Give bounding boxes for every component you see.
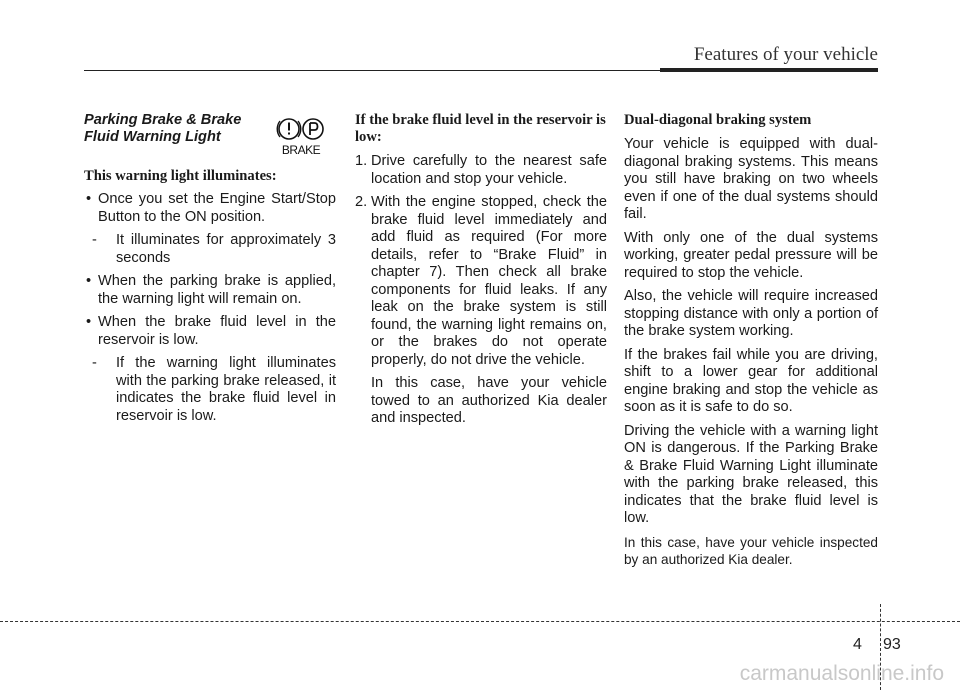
sub-item-text: It illuminates for approximately 3 seconds — [116, 232, 336, 266]
step-text: With the engine stopped, check the brake fluid level immediately and add fluid as required (For more details, refer to “Brake Fluid” in chapter 7). Then check all brake components for fluid leaks. If any leak on the brake system is still found, the warning light remains on, or the brakes do not operate properly, do not drive the vehicle. — [371, 194, 607, 368]
brake-icon-label: BRAKE — [281, 143, 321, 157]
paragraph: With only one of the dual systems working, greater pedal pressure will be required to stop the vehicle. — [624, 229, 878, 281]
footer-rule — [0, 621, 960, 622]
column-dual-diagonal — [624, 112, 878, 575]
bullet-item: • When the brake fluid level in the reservoir is low. — [84, 314, 336, 349]
step-text: Drive carefully to the nearest safe location and stop your vehicle. — [371, 153, 607, 187]
numbered-step — [355, 194, 607, 369]
section-heading: Dual-diagonal braking system — [624, 112, 812, 128]
section-heading-line2: Fluid Warning Light — [84, 129, 221, 145]
bullet-item: • Once you set the Engine Start/Stop Button to the ON position. — [84, 191, 336, 226]
intro-text: This warning light illuminates: — [84, 168, 277, 184]
step-number: 2. — [355, 194, 368, 210]
column-low-fluid — [355, 112, 607, 434]
paragraph: Driving the vehicle with a warning light ON is dangerous. If the Parking Brake & Brake Fluid Warning Light illuminate with the parking brake released, this indicates that the brake fluid level is low. — [624, 422, 878, 526]
step-number: 1. — [355, 153, 368, 169]
sub-item-text: If the warning light illuminates with the parking brake released, it indicates the brake fluid level in reservoir is low. — [116, 355, 336, 424]
paragraph: Your vehicle is equipped with dual-diagonal braking systems. This means you still have braking on two wheels even if one of the dual systems should fail. — [624, 136, 878, 222]
bullet-item: • When the parking brake is applied, the warning light will remain on. — [84, 273, 336, 308]
section-heading: If the brake fluid level in the reservoir is low: — [355, 112, 606, 145]
paragraph: If the brakes fail while you are driving, shift to a lower gear for additional engine braking and stop the vehicle as soon as it is safe to do so. — [624, 346, 878, 415]
header-rule — [84, 70, 660, 71]
numbered-step — [355, 153, 607, 188]
header-title: Features of your vehicle — [693, 44, 878, 65]
watermark: carmanualsonline.info — [739, 662, 944, 685]
brake-warning-icon — [267, 112, 335, 160]
dash-marker: - — [92, 232, 97, 248]
followup-text: In this case, have your vehicle towed to an authorized Kia dealer and inspected. — [371, 375, 607, 426]
header-rule-accent — [660, 68, 878, 72]
paragraph: Also, the vehicle will require increased stopping distance with only a portion of the brake system working. — [624, 288, 878, 339]
chapter-number: 4 — [853, 636, 862, 653]
section-heading-line1: Parking Brake & Brake — [84, 112, 242, 128]
dash-marker: - — [92, 355, 97, 371]
section-heading — [84, 112, 254, 146]
sub-item — [92, 355, 336, 425]
paragraph: In this case, have your vehicle inspected by an authorized Kia dealer. — [624, 534, 878, 567]
sub-item — [92, 232, 336, 267]
page-number: 93 — [883, 636, 901, 653]
